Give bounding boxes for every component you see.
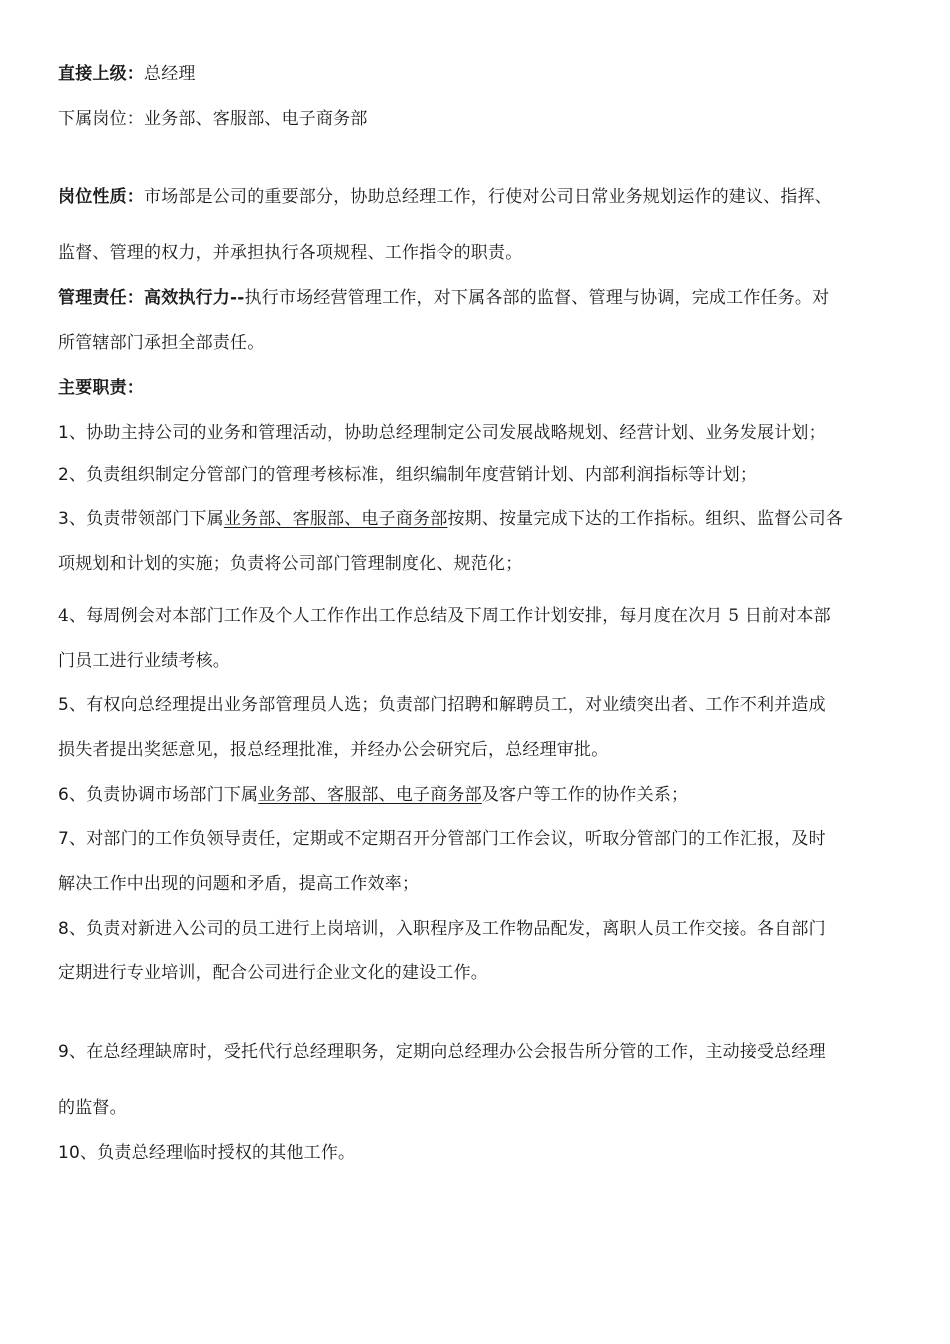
nature-line-1 [58,186,900,208]
supervisor-value: 总经理 [144,64,196,84]
duty-8-line-2: 定期进行专业培训，配合公司进行企业文化的建设工作。 [58,963,488,983]
supervisor-line [58,63,900,85]
responsibility-label: 管理责任： [58,288,144,308]
duty-7-line-2: 解决工作中出现的问题和矛盾，提高工作效率； [58,874,420,894]
duty-10: 10、负责总经理临时授权的其他工作。 [58,1143,356,1163]
duty-4-line-2: 门员工进行业绩考核。 [58,651,230,671]
duty-3-link: 业务部、客服部、电子商务部 [223,509,448,529]
responsibility-line-1 [58,287,900,309]
responsibility-text-1: 执行市场经营管理工作，对下属各部的监督、管理与协调，完成工作任务。对 [244,288,830,308]
nature-label: 岗位性质： [58,187,144,207]
duty-2: 2、负责组织制定分管部门的管理考核标准，组织编制年度营销计划、内部利润指标等计划； [58,465,758,485]
duty-6-post: 及客户等工作的协作关系； [481,785,689,805]
duty-3-line-1 [58,508,900,530]
duty-3-post: 按期、按量完成下达的工作指标。组织、监督公司各 [447,509,844,529]
duty-6-link: 业务部、客服部、电子商务部 [258,785,482,805]
duty-3-pre: 3、负责带领部门下属 [58,509,224,529]
duty-8-line-1: 8、负责对新进入公司的员工进行上岗培训，入职程序及工作物品配发，离职人员工作交接。各自部门 [58,919,826,939]
duty-6-line [58,784,900,806]
responsibility-text-2: 所管辖部门承担全部责任。 [58,333,265,353]
nature-text-2: 监督、管理的权力，并承担执行各项规程、工作指令的职责。 [58,243,523,263]
duty-3-line-2: 项规划和计划的实施；负责将公司部门管理制度化、规范化； [58,554,523,574]
subordinate-value: 业务部、客服部、电子商务部 [144,109,368,129]
supervisor-label: 直接上级： [58,64,144,84]
duty-7-line-1: 7、对部门的工作负领导责任，定期或不定期召开分管部门工作会议，听取分管部门的工作汇报，及时 [58,829,826,849]
duty-1: 1、协助主持公司的业务和管理活动，协助总经理制定公司发展战略规划、经营计划、业务发展计划； [58,423,826,443]
duty-4-line-1: 4、每周例会对本部门工作及个人工作作出工作总结及下周工作计划安排，每月度在次月 5 日前对本部 [58,606,831,626]
subordinate-line [58,108,900,130]
nature-text-1: 市场部是公司的重要部分，协助总经理工作，行使对公司日常业务规划运作的建议、指挥、 [144,187,832,207]
responsibility-emphasis: 高效执行力-- [144,288,245,308]
duty-9-line-1: 9、在总经理缺席时，受托代行总经理职务，定期向总经理办公会报告所分管的工作，主动接受总经理 [58,1042,826,1062]
subordinate-label: 下属岗位： [58,109,144,129]
duty-5-line-2: 损失者提出奖惩意见，报总经理批准，并经办公会研究后，总经理审批。 [58,740,609,760]
duty-5-line-1: 5、有权向总经理提出业务部管理员人选；负责部门招聘和解聘员工，对业绩突出者、工作不利并造成 [58,695,826,715]
duty-6-pre: 6、负责协调市场部门下属 [58,785,259,805]
duties-title: 主要职责： [58,378,144,398]
responsibility-line-2 [58,332,900,354]
duty-9-line-2: 的监督。 [58,1098,127,1118]
nature-line-2 [58,242,900,264]
